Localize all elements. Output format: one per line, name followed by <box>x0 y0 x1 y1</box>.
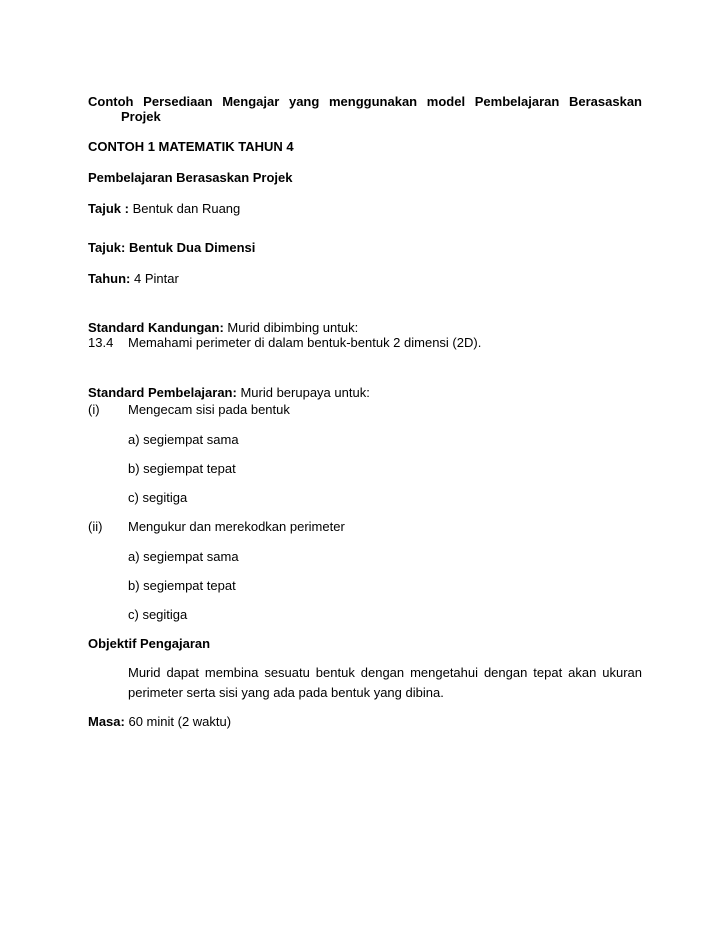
masa-label: Masa: <box>88 714 125 729</box>
sub-list-item: a) segiempat sama <box>128 432 239 447</box>
document-heading-line-1: Contoh Persediaan Mengajar yang menggunakan model Pembelajaran Berasaskan <box>88 94 642 109</box>
masa-row <box>88 714 231 730</box>
standard-kandungan-text: Memahami perimeter di dalam bentuk-bentuk 2 dimensi (2D). <box>128 335 482 350</box>
list-item-number: (ii) <box>88 519 103 534</box>
tahun-row <box>88 271 179 287</box>
tahun-label: Tahun: <box>88 271 131 286</box>
sub-list-item: b) segiempat tepat <box>128 461 236 476</box>
standard-kandungan-label: Standard Kandungan: <box>88 320 224 335</box>
tajuk-value: Bentuk dan Ruang <box>132 201 241 216</box>
objektif-text <box>128 663 642 703</box>
tajuk-label: Tajuk : <box>88 201 129 216</box>
sub-list-item: a) segiempat sama <box>128 549 239 564</box>
standard-kandungan-number: 13.4 <box>88 335 114 350</box>
tajuk-sub-value: Bentuk Dua Dimensi <box>128 240 256 255</box>
sub-list-item: b) segiempat tepat <box>128 578 236 593</box>
standard-pembelajaran-row <box>88 385 370 401</box>
masa-value: 60 minit (2 waktu) <box>128 714 232 729</box>
list-item-text: Mengukur dan merekodkan perimeter <box>128 519 345 534</box>
objektif-text-line-2: perimeter serta sisi yang ada pada bentuk yang dibina. <box>128 685 444 700</box>
tajuk-topic-row <box>88 201 240 217</box>
list-item-text: Mengecam sisi pada bentuk <box>128 402 290 417</box>
document-heading-line-2: Projek <box>121 109 161 124</box>
standard-kandungan-row <box>88 320 358 336</box>
tahun-value: 4 Pintar <box>133 271 179 286</box>
list-item-number: (i) <box>88 402 100 417</box>
sub-list-item: c) segitiga <box>128 607 188 622</box>
sub-list-item: c) segitiga <box>128 490 188 505</box>
model-title: Pembelajaran Berasaskan Projek <box>88 170 293 185</box>
standard-pembelajaran-label: Standard Pembelajaran: <box>88 385 237 400</box>
objektif-label: Objektif Pengajaran <box>88 636 211 651</box>
example-title: CONTOH 1 MATEMATIK TAHUN 4 <box>88 139 294 154</box>
tajuk-subtopic-row <box>88 240 255 256</box>
standard-pembelajaran-value: Murid berupaya untuk: <box>240 385 370 400</box>
standard-kandungan-value: Murid dibimbing untuk: <box>227 320 359 335</box>
objektif-text-line-1: Murid dapat membina sesuatu bentuk dengan mengetahui dengan tepat akan ukuran <box>128 665 642 680</box>
tajuk-sub-label: Tajuk: <box>88 240 126 255</box>
